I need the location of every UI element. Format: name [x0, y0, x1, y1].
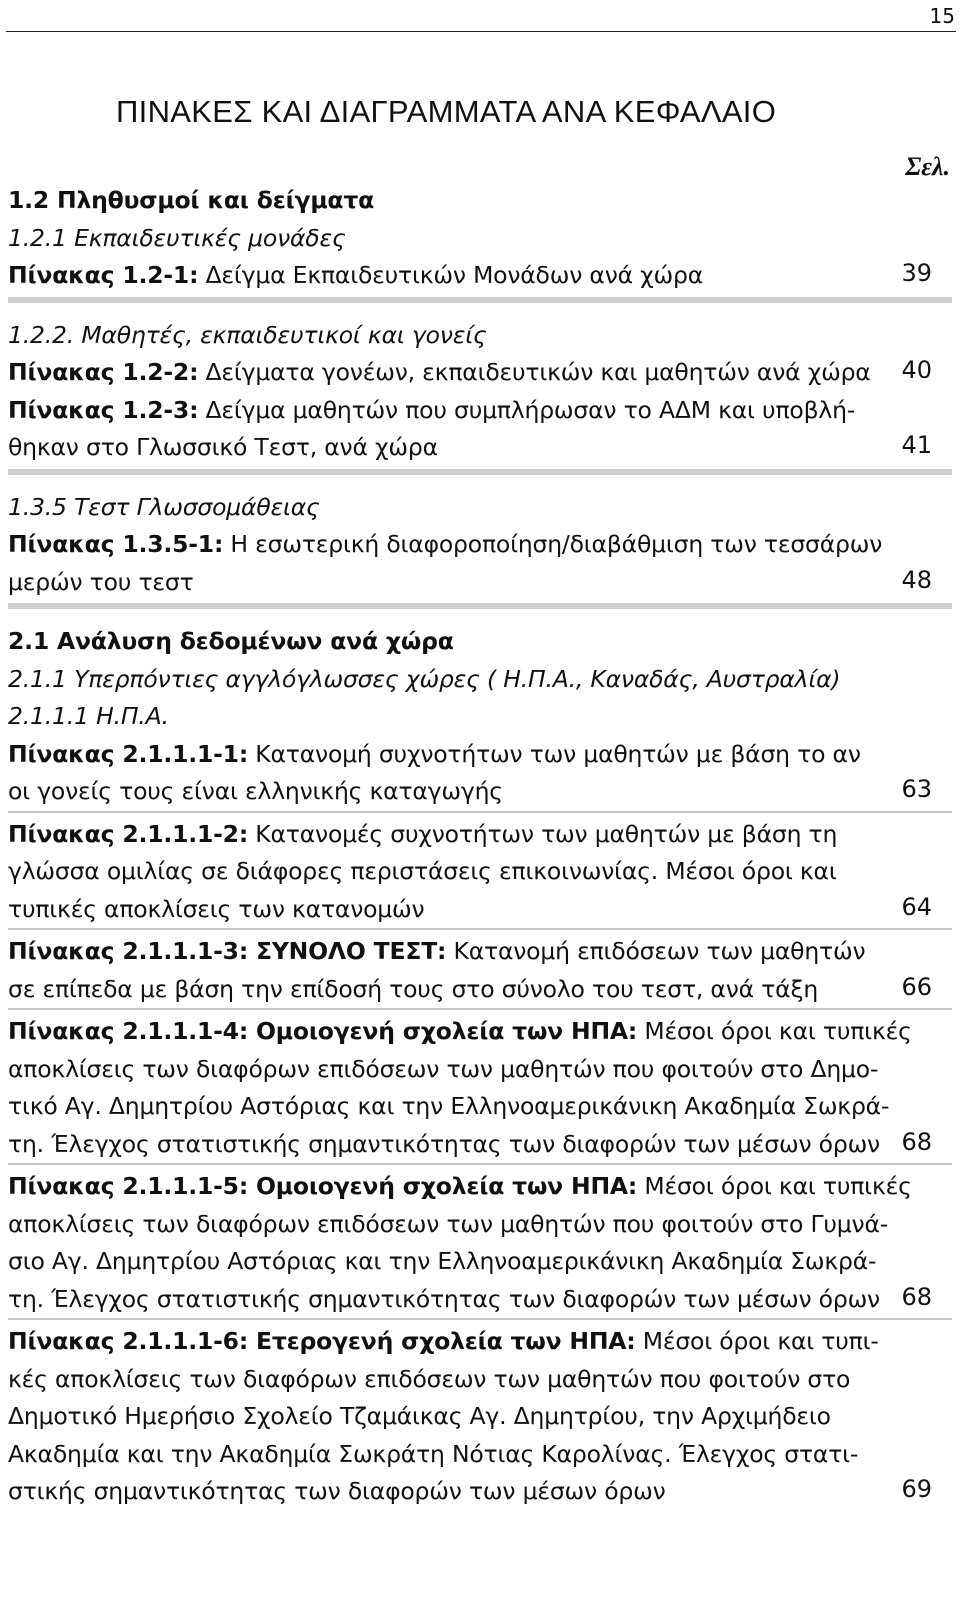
entry-divider: [8, 928, 952, 930]
table-caption: σε επίπεδα με βάση την επίδοσή τους στο σύνολο του τεστ, ανά τάξη: [8, 974, 819, 1003]
subsection-heading: 2.1.1 Υπερπόντιες αγγλόγλωσσες χώρες ( Η.Π.Α., Καναδάς, Αυστραλία): [8, 664, 841, 693]
toc-entry: [8, 257, 952, 295]
page-ref: 40: [901, 356, 932, 384]
toc-entry: [8, 354, 952, 392]
page-column-label: Σελ.: [905, 152, 950, 181]
table-caption: Κατανομή επιδόσεων των μαθητών: [446, 937, 866, 965]
table-caption: αποκλίσεις των διαφόρων επιδόσεων των μαθητών που φοιτούν στο Γυμνά-: [8, 1209, 889, 1238]
table-caption: Δημοτικό Ημερήσιο Σχολείο Τζαμάικας Αγ. Δημητρίου, την Αρχιμήδειο: [8, 1402, 831, 1430]
table-label: Πίνακας 2.1.1.1-1:: [8, 739, 249, 768]
table-caption: τη. Έλεγχος στατιστικής σημαντικότητας των διαφορών των μέσων όρων: [8, 1284, 880, 1313]
toc-entry: [8, 1168, 952, 1318]
page-ref: 66: [901, 972, 932, 1001]
table-label: Πίνακας 1.2-1:: [8, 261, 199, 289]
table-label: Πίνακας 1.2-3:: [8, 395, 199, 424]
page-ref: 64: [901, 892, 932, 921]
page-ref: 39: [901, 259, 932, 287]
table-caption: μερών του τεστ: [8, 567, 194, 596]
entry-divider: [8, 811, 952, 813]
table-label: Πίνακας 2.1.1.1-2:: [8, 819, 249, 848]
table-caption: στικής σημαντικότητας των διαφορών των μέσων όρων: [8, 1477, 666, 1505]
table-caption: θηκαν στο Γλωσσικό Τεστ, ανά χώρα: [8, 433, 438, 461]
table-caption: τυπικές αποκλίσεις των κατανομών: [8, 894, 425, 923]
toc-entry: [8, 1323, 952, 1511]
section-divider: [8, 603, 952, 609]
entry-divider: [8, 1318, 952, 1320]
subsection-heading: 1.2.1 Εκπαιδευτικές μονάδες: [8, 223, 346, 252]
table-label: Πίνακας 2.1.1.1-6: Ετερογενή σχολεία των ΗΠΑ:: [8, 1327, 636, 1355]
table-caption: αποκλίσεις των διαφόρων επιδόσεων των μαθητών που φοιτούν στο Δημο-: [8, 1054, 879, 1083]
table-caption: κές αποκλίσεις των διαφόρων επιδόσεων των μαθητών που φοιτούν στο: [8, 1364, 851, 1393]
subsection-heading: 1.2.2. Μαθητές, εκπαιδευτικοί και γονείς: [8, 320, 487, 349]
subsection-heading: 1.3.5 Τεστ Γλωσσομάθειας: [8, 492, 320, 521]
page-ref: 68: [901, 1127, 932, 1156]
entry-divider: [8, 1008, 952, 1010]
page-title: ΠΙΝΑΚΕΣ ΚΑΙ ΔΙΑΓΡΑΜΜΑΤΑ ΑΝΑ ΚΕΦΑΛΑΙΟ: [116, 94, 777, 129]
table-caption: Μέσοι όροι και τυπικές: [637, 1017, 912, 1045]
toc-entry: [8, 933, 952, 1008]
section-divider: [8, 469, 952, 475]
table-label: Πίνακας 1.2-2:: [8, 358, 199, 386]
table-caption: Κατανομές συχνοτήτων των μαθητών με βάση τη: [248, 819, 838, 848]
table-caption: Η εσωτερική διαφοροποίηση/διαβάθμιση των τεσσάρων: [223, 530, 883, 558]
table-caption: σιο Αγ. Δημητρίου Αστόριας και την Ελληνοαμερικάνικη Ακαδημία Σωκρά-: [8, 1247, 877, 1275]
table-caption: τικό Αγ. Δημητρίου Αστόριας και την Ελληνοαμερικάνικη Ακαδημία Σωκρά-: [8, 1092, 890, 1120]
table-label: Πίνακας 2.1.1.1-4: Ομοιογενή σχολεία των ΗΠΑ:: [8, 1017, 638, 1045]
toc-entry: [8, 736, 952, 811]
table-label: Πίνακας 1.3.5-1:: [8, 530, 224, 558]
section-heading: 1.2 Πληθυσμοί και δείγματα: [8, 186, 375, 214]
table-label: Πίνακας 2.1.1.1-3: ΣΥΝΟΛΟ ΤΕΣΤ:: [8, 937, 447, 965]
table-caption: Δείγμα μαθητών που συμπλήρωσαν το ΑΔΜ και υποβλή-: [198, 395, 856, 424]
header-rule: [6, 31, 956, 32]
toc-entry: [8, 392, 952, 467]
toc-list: [8, 182, 952, 1511]
page-ref: 63: [901, 775, 932, 803]
page-ref: 68: [901, 1282, 932, 1311]
table-caption: Μέσοι όροι και τυπι-: [635, 1327, 879, 1355]
table-caption: Δείγματα γονέων, εκπαιδευτικών και μαθητών ανά χώρα: [198, 358, 871, 386]
table-caption: τη. Έλεγχος στατιστικής σημαντικότητας των διαφορών των μέσων όρων: [8, 1129, 880, 1158]
entry-divider: [8, 1163, 952, 1165]
toc-entry: [8, 526, 952, 601]
table-caption: οι γονείς τους είναι ελληνικής καταγωγής: [8, 777, 503, 805]
page-number: 15: [929, 4, 955, 28]
toc-entry: [8, 1013, 952, 1163]
table-caption: Μέσοι όροι και τυπικές: [637, 1172, 912, 1200]
section-heading: 2.1 Ανάλυση δεδομένων ανά χώρα: [8, 627, 454, 655]
table-label: Πίνακας 2.1.1.1-5: Ομοιογενή σχολεία των ΗΠΑ:: [8, 1172, 638, 1200]
toc-entry: [8, 816, 952, 929]
table-caption: Κατανομή συχνοτήτων των μαθητών με βάση το αν: [248, 739, 861, 768]
subsection-heading: 2.1.1.1 Η.Π.Α.: [8, 702, 169, 730]
page-ref: 41: [901, 431, 932, 459]
table-caption: Ακαδημία και την Ακαδημία Σωκράτη Νότιας Καρολίνας. Έλεγχος στατι-: [8, 1439, 859, 1468]
page-ref: 69: [901, 1475, 932, 1503]
page-ref: 48: [901, 565, 932, 594]
section-divider: [8, 297, 952, 303]
table-caption: γλώσσα ομιλίας σε διάφορες περιστάσεις επικοινωνίας. Μέσοι όροι και: [8, 857, 837, 885]
table-caption: Δείγμα Εκπαιδευτικών Μονάδων ανά χώρα: [198, 261, 704, 289]
